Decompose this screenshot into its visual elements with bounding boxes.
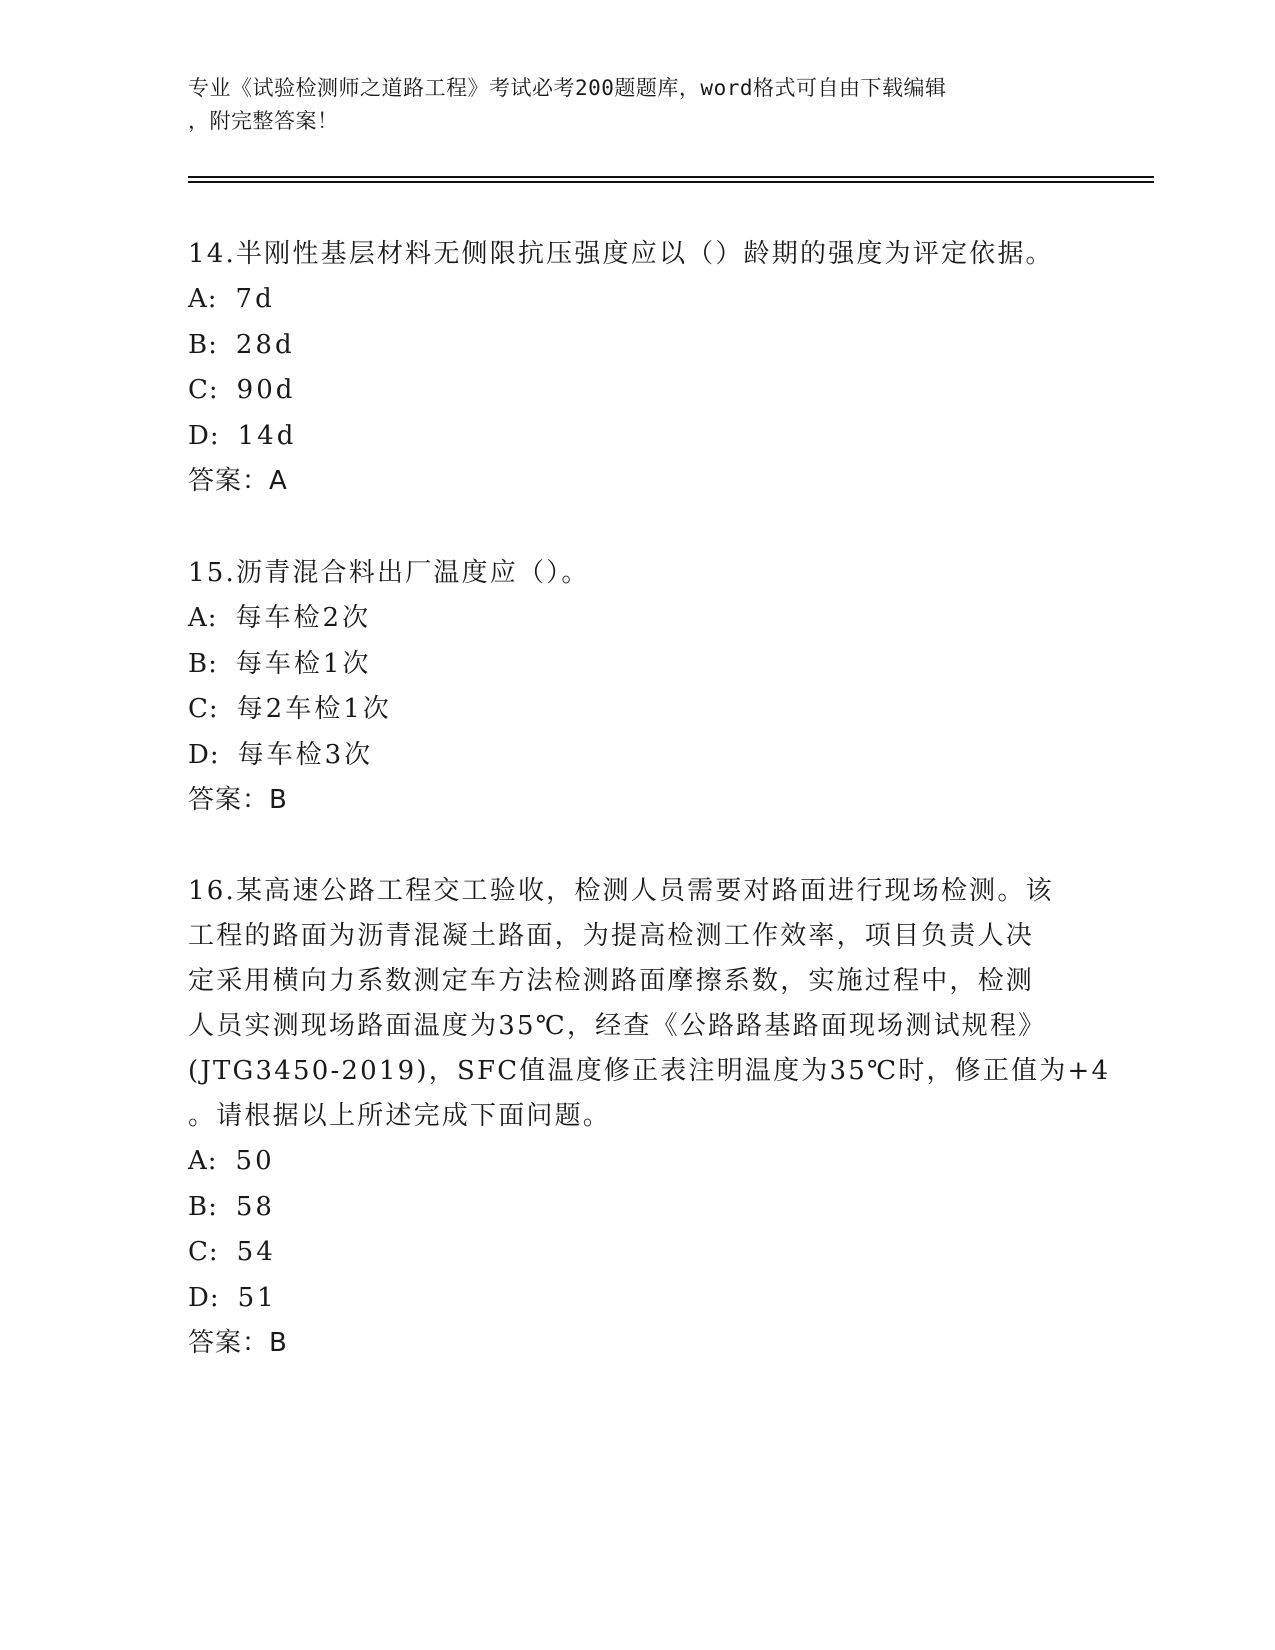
- option-c: [188, 1230, 1088, 1276]
- option-value: 54: [236, 1237, 276, 1267]
- question-15: [188, 551, 1088, 823]
- option-value: 90d: [236, 375, 296, 405]
- option-d: [188, 1276, 1088, 1322]
- question-16: [188, 869, 1111, 1366]
- option-value: 每2车检1次: [236, 694, 392, 724]
- answer-text: 答案：A: [188, 466, 288, 496]
- option-a: [188, 596, 1088, 642]
- option-letter: C:: [188, 1237, 219, 1267]
- question-text-line: 定采用横向力系数测定车方法检测路面摩擦系数，实施过程中，检测: [188, 966, 1035, 996]
- option-b: [188, 642, 1088, 688]
- question-text-line: 。请根据以上所述完成下面问题。: [188, 1101, 612, 1131]
- option-letter: C:: [188, 375, 219, 405]
- option-letter: A:: [188, 1146, 218, 1176]
- question-text: [188, 232, 1088, 277]
- option-value: 28d: [235, 329, 295, 360]
- question-text-line: 人员实测现场路面温度为35℃，经查《公路路基路面现场测试规程》: [188, 1011, 1047, 1041]
- option-c: [188, 687, 1088, 733]
- option-value: 14d: [237, 420, 297, 451]
- question-text-line: 工程的路面为沥青混凝土路面，为提高检测工作效率，项目负责人决: [188, 921, 1035, 951]
- option-letter: B:: [188, 329, 218, 360]
- option-value: 每车检1次: [235, 648, 372, 679]
- option-value: 51: [237, 1282, 277, 1313]
- option-value: 50: [235, 1146, 275, 1176]
- question-text-line: (JTG3450-2019)，SFC值温度修正表注明温度为35℃时，修正值为+4: [188, 1056, 1111, 1086]
- header-line-2: ，附完整答案！: [188, 109, 339, 133]
- option-c: [188, 368, 1088, 414]
- option-letter: D:: [188, 739, 220, 770]
- option-b: [188, 323, 1088, 369]
- option-a: [188, 277, 1088, 323]
- option-letter: A:: [188, 603, 218, 633]
- question-text: [188, 551, 1088, 596]
- answer-text: 答案：B: [188, 785, 288, 815]
- option-value: 58: [235, 1191, 275, 1222]
- option-b: [188, 1185, 1088, 1231]
- option-d: [188, 414, 1088, 460]
- answer-text: 答案：B: [188, 1328, 288, 1358]
- option-d: [188, 733, 1088, 779]
- question-text-line: 14.半刚性基层材料无侧限抗压强度应以（）龄期的强度为评定依据。: [188, 239, 1054, 269]
- option-letter: D:: [188, 420, 220, 451]
- document-header: [188, 72, 1078, 138]
- option-letter: B:: [188, 1191, 218, 1222]
- header-divider-bottom: [188, 181, 1154, 183]
- option-letter: A:: [188, 284, 218, 314]
- header-line-1: 专业《试验检测师之道路工程》考试必考200题题库，word格式可自由下载编辑: [188, 76, 947, 100]
- option-letter: C:: [188, 694, 219, 724]
- option-a: [188, 1139, 1088, 1185]
- question-text: [188, 869, 1111, 1139]
- option-value: 每车检2次: [235, 603, 372, 633]
- option-value: 7d: [235, 284, 275, 314]
- option-letter: B:: [188, 648, 218, 679]
- question-14: [188, 232, 1088, 504]
- question-text-line: 16.某高速公路工程交工验收，检测人员需要对路面进行现场检测。该: [188, 876, 1054, 906]
- option-value: 每车检3次: [237, 739, 374, 770]
- question-text-line: 15.沥青混合料出厂温度应（）。: [188, 558, 590, 588]
- header-divider-top: [188, 176, 1154, 178]
- option-letter: D:: [188, 1282, 220, 1313]
